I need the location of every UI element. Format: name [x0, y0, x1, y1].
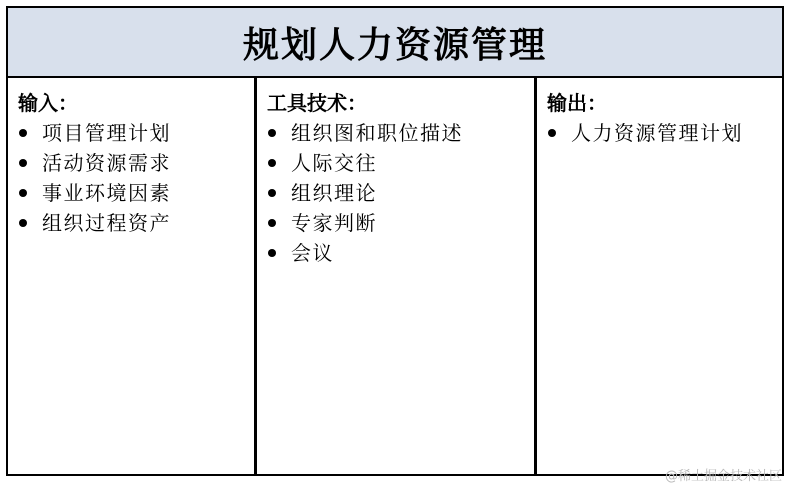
inputs-list	[18, 118, 244, 238]
list-item	[547, 118, 772, 148]
list-item	[267, 208, 524, 238]
bullet-icon	[268, 159, 276, 167]
list-item-label: 活动资源需求	[42, 151, 171, 175]
tools-list	[267, 118, 524, 268]
columns-container	[8, 78, 782, 474]
list-item	[18, 118, 244, 148]
list-item-label: 组织图和职位描述	[291, 121, 463, 145]
list-item-label: 会议	[291, 241, 334, 265]
list-item-label: 专家判断	[291, 211, 377, 235]
bullet-icon	[19, 189, 27, 197]
tools-heading: 工具技术：	[267, 91, 367, 115]
list-item-label: 人际交往	[291, 151, 377, 175]
list-item	[267, 118, 524, 148]
list-item	[18, 148, 244, 178]
outputs-heading: 输出：	[547, 91, 607, 115]
page-title: 规划人力资源管理	[8, 8, 782, 78]
list-item	[267, 178, 524, 208]
list-item	[18, 208, 244, 238]
process-table	[6, 6, 784, 476]
outputs-column	[537, 78, 782, 474]
bullet-icon	[548, 129, 556, 137]
list-item-label: 事业环境因素	[42, 181, 171, 205]
list-item-label: 组织理论	[291, 181, 377, 205]
list-item	[267, 238, 524, 268]
tools-column	[257, 78, 537, 474]
list-item-label: 组织过程资产	[42, 211, 171, 235]
inputs-column	[8, 78, 257, 474]
list-item	[267, 148, 524, 178]
bullet-icon	[19, 219, 27, 227]
list-item-label: 人力资源管理计划	[571, 121, 743, 145]
bullet-icon	[19, 159, 27, 167]
list-item	[18, 178, 244, 208]
bullet-icon	[268, 129, 276, 137]
list-item-label: 项目管理计划	[42, 121, 171, 145]
inputs-heading: 输入：	[18, 91, 78, 115]
watermark: @稀土掘金技术社区	[664, 469, 782, 484]
bullet-icon	[268, 219, 276, 227]
bullet-icon	[268, 249, 276, 257]
outputs-list	[547, 118, 772, 148]
bullet-icon	[19, 129, 27, 137]
bullet-icon	[268, 189, 276, 197]
